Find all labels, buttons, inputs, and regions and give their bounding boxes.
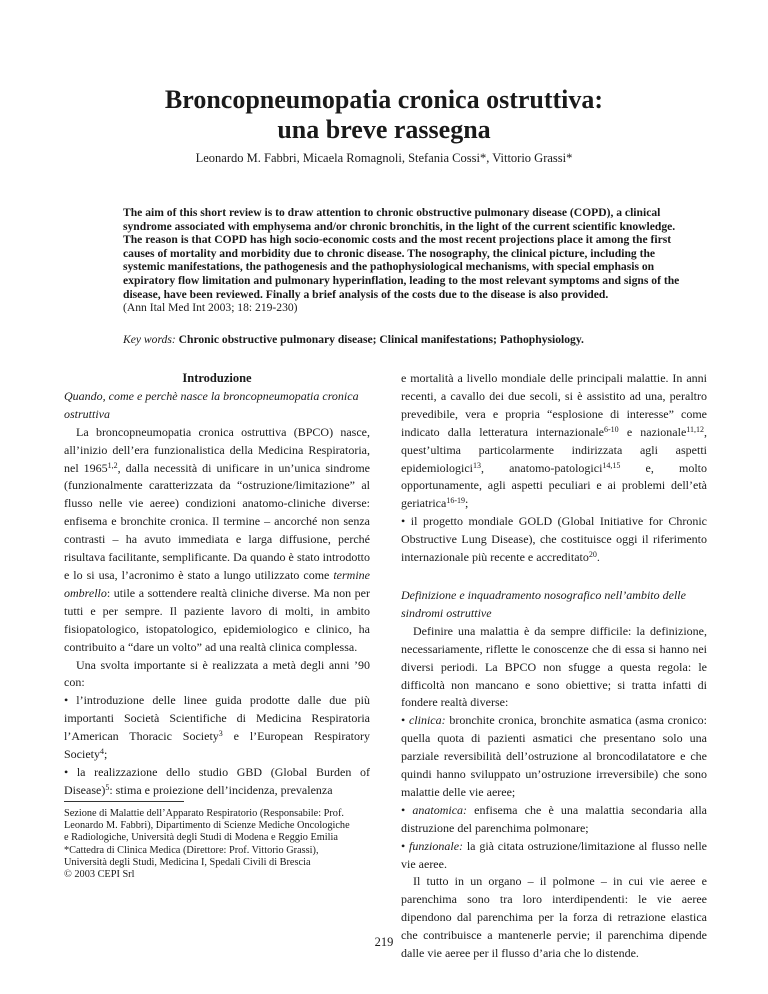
abstract-paragraph-1: The aim of this short review is to draw attention to chronic obstructive pulmonary disease (COPD), a clinical syndrome associated with emphysema and/or chronic bronchitis, in the light of the current scientific knowledge. — [123, 206, 676, 233]
citation-ref: 11,12 — [686, 424, 704, 434]
citation-ref: 6-10 — [604, 424, 619, 434]
footnote-divider — [64, 801, 184, 802]
citation-ref: 14,15 — [602, 460, 621, 470]
paragraph: Definire una malattia è da sempre difficile: la definizione, necessariamente, riflette le conoscenze che di essa si hanno nei diversi periodi. La BPCO non sfugge a questa regola: le difficoltà non mancano e sono obiettive; si tratta infatti di fondere realtà diverse: — [401, 623, 707, 710]
footnote-line: Leonardo M. Fabbri), Dipartimento di Scienze Mediche Oncologiche — [64, 820, 350, 832]
author-list: Leonardo M. Fabbri, Micaela Romagnoli, Stefania Cossi*, Vittorio Grassi* — [195, 151, 573, 165]
bullet-item: • anatomica: enfisema che è una malattia secondaria alla distruzione del parenchima polmonare; — [401, 802, 707, 835]
abstract — [123, 206, 698, 315]
footnote-line: e Radiologiche, Università degli Studi di Modena e Reggio Emilia — [64, 832, 338, 844]
paragraph: La broncopneumopatia cronica ostruttiva (BPCO) nasce, all’inizio dell’era funzionalistica della Medicina Respiratoria, nel 1965$^{1,2}$, dalla necessità di unificare in un’unica sindrome (funzionalmente caratterizzata da “ostruzione/limitazione” al flusso nelle vie aeree) condizioni anatomo-cliniche diverse: enfisema e bronchite cronica. Il termine – ancorché non senza contrasti – ha avuto immediata e larga diffusione, perché risultava facilitante, semplificante. Da quando è stato introdotto e lo si usa, l’acronimo è stato a lungo utilizzato come termine ombrello: utile a sottendere realtà cliniche diverse. Ma non per tutti e per sempre. Il paziente lavoro di molti, in ambito fisiopatologico, istopatologico, epidemiologico e clinico, ha contribuito a “dare un volto” ad una realtà clinica complessa. — [64, 424, 370, 654]
bullet-item: • il progetto mondiale GOLD (Global Initiative for Chronic Obstructive Lung Disease), che costituisce oggi il riferimento internazionale più recente e accreditato$^{20}$. — [401, 514, 707, 565]
footnote-line: Sezione di Malattie dell’Apparato Respiratorio (Responsabile: Prof. — [64, 808, 344, 819]
abstract-paragraph-2: The reason is that COPD has high socio-economic costs and the most recent projections place it among the first causes of mortality and morbidity due to chronic disease. The nosography, the clinical picture, including the systemic manifestations, the pathogenesis and the pathophysiological mechanisms, with special emphasis on expiratory flow limitation and pulmonary hyperinflation, leading to the most relevant symptoms and signs of the disease, have been reviewed. Finally a brief analysis of the costs due to the disease is also provided. — [123, 233, 680, 301]
citation-ref: 13 — [472, 460, 481, 470]
paragraph: Una svolta importante si è realizzata a metà degli anni ’90 con: — [64, 657, 370, 690]
footnote-line: *Cattedra di Clinica Medica (Direttore: Prof. Vittorio Grassi), — [64, 844, 319, 856]
subsection-heading: Quando, come e perchè nasce la broncopneumopatia cronica ostruttiva — [64, 388, 359, 421]
footnote-line: Università degli Studi, Medicina I, Spedali Civili di Brescia — [64, 856, 311, 868]
title-line-2: una breve rassegna — [277, 115, 491, 144]
citation-ref: 20 — [588, 550, 597, 560]
bullet-item: • clinica: bronchite cronica, bronchite asmatica (asma cronico: quella quota di pazienti asmatici che presentano solo una parziale reversibilità dell’ostruzione al broncodilatatore e che quindi hanno sviluppato un’ostruzione irreversibile) che sono malattie delle vie aeree; — [401, 713, 707, 799]
citation-ref: 1,2 — [107, 460, 118, 470]
bullet-item: • funzionale: la già citata ostruzione/limitazione al flusso nelle vie aeree. — [401, 838, 707, 871]
article-title — [60, 85, 708, 145]
citation-ref: 4 — [100, 747, 104, 757]
paragraph: Il tutto in un organo – il polmone – in cui vie aeree e parenchima sono tra loro interdipendenti: le vie aeree dipendono dal parenchima per la forza di retrazione elastica che contribuisce a mantenerle pervie; il parenchima dipende dalle vie aeree per il flusso d’aria che lo distende. — [401, 874, 707, 961]
citation-ref: 16-19 — [446, 496, 465, 506]
affiliation-footnote — [64, 808, 370, 881]
right-column — [401, 370, 707, 963]
keywords-label: Key words: — [123, 333, 176, 346]
subsection-heading: Definizione e inquadramento nosografico nell’ambito delle sindromi ostruttive — [401, 587, 686, 620]
page-number: 219 — [374, 935, 394, 949]
citation-ref: 5 — [105, 782, 110, 792]
footnote-line: © 2003 CEPI Srl — [64, 869, 135, 881]
paragraph: e mortalità a livello mondiale delle principali malattie. In anni recenti, a cavallo dei due secoli, si è assistito ad una, peraltro prevedibile, vera e propria “esplosione di interesse” come indicato dalla letteratura internazionale$^{6-10}$ e nazionale$^{11,12}$, quest’ultima particolarmente indirizzata agli aspetti epidemiologici$^{13}$, anatomo-patologici$^{14,15}$ e, molto opportunamente, agli aspetti peculiari e ai problemi dell’età geriatrica$^{16-19}$; — [401, 371, 707, 511]
citation: (Ann Ital Med Int 2003; 18: 219-230) — [123, 301, 298, 315]
keywords-list: Chronic obstructive pulmonary disease; Clinical manifestations; Pathophysiology. — [178, 333, 584, 346]
section-heading: Introduzione — [182, 371, 252, 385]
title-line-1: Broncopneumopatia cronica ostruttiva: — [164, 85, 604, 114]
left-column — [64, 370, 370, 800]
bullet-item: • l’introduzione delle linee guida prodotte dalle due più importanti Società Scientifiche di Medicina Respiratoria l’American Thoracic Society$^3$ e l’European Respiratory Society$^4$; — [64, 693, 370, 762]
bullet-item: • la realizzazione dello studio GBD (Global Burden of Disease)$^5$: stima e proiezione dell’incidenza, prevalenza — [64, 764, 370, 797]
citation-ref: 3 — [218, 729, 223, 739]
keywords — [123, 333, 723, 346]
